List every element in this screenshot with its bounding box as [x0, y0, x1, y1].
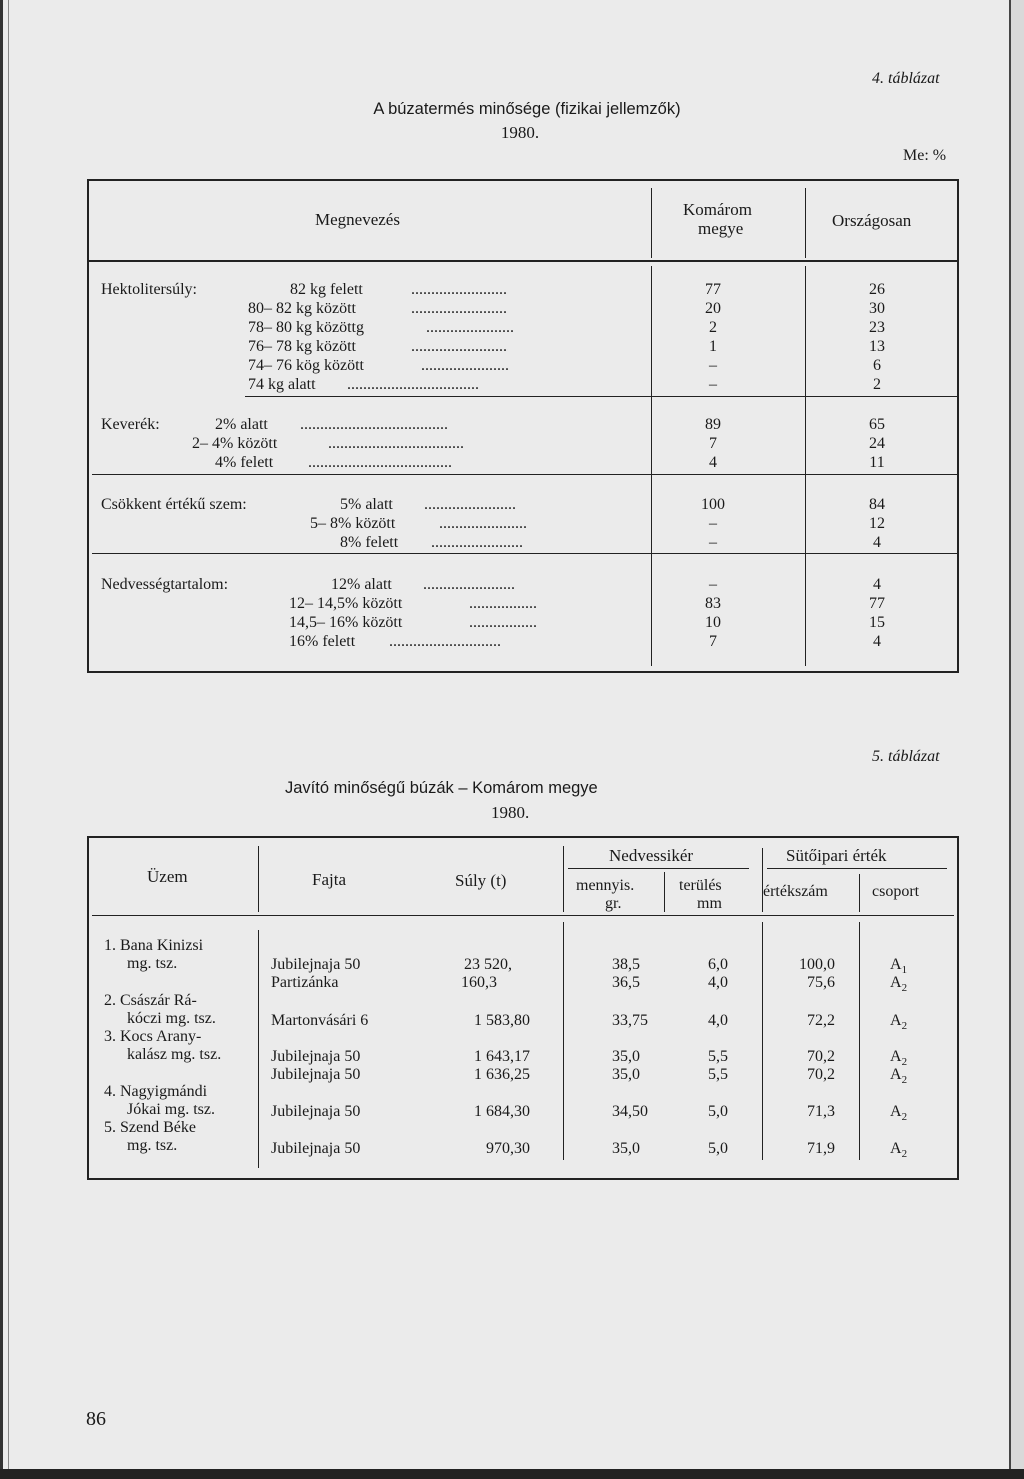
cell-suly: 1 636,25	[474, 1066, 530, 1083]
table5-col-divider	[258, 846, 259, 912]
uzem-line: 4. Nagyigmándi	[104, 1083, 208, 1100]
leader-dots: .......................	[424, 496, 516, 513]
leader-dots: .......................	[423, 576, 515, 593]
cell-komarom: 10	[705, 614, 721, 631]
uzem-line: 5. Szend Béke	[104, 1119, 196, 1136]
cell-suly: 1 583,80	[474, 1012, 530, 1029]
table5-header-ertekszam: értékszám	[763, 883, 828, 900]
table4-header-name: Megnevezés	[315, 210, 400, 229]
cell-komarom: 100	[701, 496, 725, 513]
cell-ertekszam: 72,2	[807, 1012, 835, 1029]
cell-ertekszam: 75,6	[807, 974, 835, 991]
cell-orszagosan: 12	[869, 515, 885, 532]
table4-year: 1980.	[500, 123, 540, 142]
cell-csoport: $A_2$	[890, 1140, 908, 1161]
table5-col-divider	[563, 846, 564, 912]
leader-dots: .......................	[431, 534, 523, 551]
uzem-line: Jókai mg. tsz.	[127, 1101, 215, 1118]
cell-ertekszam: 71,9	[807, 1140, 835, 1157]
uzem-line: kalász mg. tsz.	[127, 1046, 222, 1063]
row-label: 2– 4% között	[192, 435, 278, 452]
cell-orszagosan: 2	[873, 376, 881, 393]
cell-mennyis: 33,75	[612, 1012, 648, 1029]
table4-unit: Me: %	[903, 147, 947, 164]
cell-komarom: –	[709, 376, 717, 393]
table5-col-divider-body	[258, 930, 259, 1168]
cell-fajta: Martonvásári 6	[271, 1012, 369, 1029]
cell-fajta: Partizánka	[271, 974, 339, 991]
cell-komarom: 77	[705, 281, 721, 298]
group-separator	[245, 396, 957, 397]
group-title-nedvesseg: Nedvességtartalom:	[101, 576, 229, 593]
cell-komarom: 83	[705, 595, 721, 612]
leader-dots: ......................	[426, 319, 514, 336]
cell-fajta: Jubilejnaja 50	[271, 956, 361, 973]
cell-fajta: Jubilejnaja 50	[271, 1066, 361, 1083]
table5-col-divider-body	[762, 922, 763, 1160]
cell-terules: 5,0	[708, 1103, 728, 1120]
cell-komarom: 7	[709, 633, 717, 650]
table5-nedvesseg-rule	[568, 868, 749, 869]
cell-csoport: $A_2$	[890, 1048, 908, 1069]
cell-terules: 6,0	[708, 956, 728, 973]
uzem-line: mg. tsz.	[127, 955, 178, 972]
leader-dots: .................	[469, 595, 537, 612]
table5-number: 5. táblázat	[872, 748, 940, 765]
table5-header-fajta: Fajta	[312, 870, 346, 889]
row-label: 74 kg alatt	[248, 376, 316, 393]
leader-dots: ......................	[439, 515, 527, 532]
row-label: 8% felett	[340, 534, 399, 551]
cell-mennyis: 38,5	[612, 956, 640, 973]
cell-terules: 5,0	[708, 1140, 728, 1157]
leader-dots: ....................................	[308, 454, 452, 471]
row-label: 82 kg felett	[290, 281, 363, 298]
table5-year: 1980.	[491, 803, 530, 822]
table4-number: 4. táblázat	[872, 70, 940, 87]
cell-komarom: 7	[709, 435, 717, 452]
page-right-edge	[1010, 0, 1024, 1479]
leader-dots: ........................	[411, 281, 507, 298]
cell-csoport: $A_2$	[890, 1066, 908, 1087]
cell-komarom: –	[709, 534, 717, 551]
cell-komarom: 20	[705, 300, 721, 317]
cell-mennyis: 35,0	[612, 1140, 640, 1157]
uzem-line: 2. Császár Rá-	[104, 992, 197, 1009]
cell-terules: 5,5	[708, 1066, 728, 1083]
table5-top-rule	[87, 836, 959, 838]
cell-komarom: –	[709, 357, 717, 374]
leader-dots: .................................	[347, 376, 479, 393]
cell-orszagosan: 77	[869, 595, 885, 612]
page-left-edge	[0, 0, 3, 1479]
cell-komarom: 2	[709, 319, 717, 336]
table5-bottom-rule	[87, 1178, 959, 1180]
table5-header-uzem: Üzem	[147, 867, 188, 886]
cell-komarom: –	[709, 515, 717, 532]
leader-dots: ........................	[411, 300, 507, 317]
cell-orszagosan: 65	[869, 416, 885, 433]
cell-csoport: $A_2$	[890, 1103, 908, 1124]
row-label: 2% alatt	[215, 416, 268, 433]
table4-bottom-rule	[87, 671, 959, 673]
page-number: 86	[86, 1408, 106, 1430]
cell-suly: 1 684,30	[474, 1103, 530, 1120]
table5-header-suly: Súly (t)	[455, 871, 507, 890]
cell-orszagosan: 4	[873, 534, 881, 551]
leader-dots: ......................	[421, 357, 509, 374]
cell-orszagosan: 23	[869, 319, 885, 336]
table5-header-csoport: csoport	[872, 883, 920, 900]
row-label: 5% alatt	[340, 496, 393, 513]
cell-mennyis: 35,0	[612, 1066, 640, 1083]
cell-ertekszam: 100,0	[799, 956, 835, 973]
cell-suly: 970,30	[486, 1140, 530, 1157]
cell-komarom: 89	[705, 416, 721, 433]
uzem-line: kóczi mg. tsz.	[127, 1010, 216, 1027]
table5-col-divider	[664, 872, 665, 912]
leader-dots: .................	[469, 614, 537, 631]
table4-col-divider-1-body	[651, 266, 652, 666]
row-label: 12– 14,5% között	[289, 595, 403, 612]
cell-suly: 23 520,	[464, 956, 512, 973]
row-label: 12% alatt	[331, 576, 392, 593]
table5-header-terules-2: mm	[697, 895, 722, 912]
cell-mennyis: 36,5	[612, 974, 640, 991]
row-label: 14,5– 16% között	[289, 614, 403, 631]
table5-header-nedvesseg: Nedvessikér	[609, 846, 694, 865]
cell-orszagosan: 24	[869, 435, 885, 452]
cell-orszagosan: 6	[873, 357, 881, 374]
table5-header-sutoipari: Sütőipari érték	[786, 846, 887, 865]
page-bottom-band	[0, 1469, 1024, 1479]
cell-orszagosan: 26	[869, 281, 885, 298]
row-label: 80– 82 kg között	[248, 300, 356, 317]
cell-terules: 4,0	[708, 1012, 728, 1029]
page-left-edge-line	[8, 0, 9, 1479]
row-label: 4% felett	[215, 454, 274, 471]
uzem-line: 1. Bana Kinizsi	[104, 937, 204, 954]
cell-fajta: Jubilejnaja 50	[271, 1048, 361, 1065]
table5-header-mennyis-2: gr.	[605, 895, 622, 912]
cell-csoport: $A_1$	[890, 956, 908, 977]
group-title-hektoliter: Hektolitersúly:	[101, 281, 197, 298]
row-label: 74– 76 kög között	[248, 357, 364, 374]
cell-ertekszam: 71,3	[807, 1103, 835, 1120]
table5-header-rule	[92, 915, 954, 916]
cell-csoport: $A_2$	[890, 1012, 908, 1033]
cell-terules: 5,5	[708, 1048, 728, 1065]
cell-fajta: Jubilejnaja 50	[271, 1140, 361, 1157]
leader-dots: ..................................	[328, 435, 464, 452]
row-label: 76– 78 kg között	[248, 338, 356, 355]
cell-suly: 160,3	[461, 974, 497, 991]
uzem-line: 3. Kocs Arany-	[104, 1028, 202, 1045]
group-separator	[92, 474, 957, 475]
table5-header-mennyis-1: mennyis.	[576, 877, 635, 894]
table4-top-rule	[87, 179, 959, 181]
table5-left-border	[87, 836, 89, 1180]
row-label: 16% felett	[289, 633, 356, 650]
cell-ertekszam: 70,2	[807, 1048, 835, 1065]
cell-orszagosan: 4	[873, 633, 881, 650]
row-label: 5– 8% között	[310, 515, 396, 532]
cell-suly: 1 643,17	[474, 1048, 530, 1065]
group-title-csokkent: Csökkent értékű szem:	[101, 496, 247, 513]
leader-dots: ............................	[389, 633, 501, 650]
leader-dots: ........................	[411, 338, 507, 355]
table4-col-divider-1	[651, 188, 652, 258]
table5-sutoipari-rule	[767, 868, 947, 869]
table4-header-komarom-1: Komárom	[683, 200, 752, 219]
table4-title: A búzatermés minősége (fizikai jellemzők)	[373, 100, 681, 118]
cell-komarom: 1	[709, 338, 717, 355]
cell-ertekszam: 70,2	[807, 1066, 835, 1083]
table5-col-divider	[859, 874, 860, 912]
table4-col-divider-2-body	[805, 266, 806, 666]
page-right-edge-line	[1009, 0, 1011, 1479]
cell-fajta: Jubilejnaja 50	[271, 1103, 361, 1120]
cell-orszagosan: 30	[869, 300, 885, 317]
table4-left-border	[87, 179, 89, 673]
table4-right-border	[957, 179, 959, 673]
table5-header-terules-1: terülés	[679, 877, 722, 894]
cell-komarom: –	[709, 576, 717, 593]
table4-col-divider-2	[805, 188, 806, 258]
cell-mennyis: 35,0	[612, 1048, 640, 1065]
cell-csoport: $A_2$	[890, 974, 908, 995]
table4-header-rule	[87, 260, 959, 262]
uzem-line: mg. tsz.	[127, 1137, 178, 1154]
group-separator	[92, 553, 957, 554]
cell-orszagosan: 11	[869, 454, 885, 471]
cell-komarom: 4	[709, 454, 717, 471]
row-label: 78– 80 kg közöttg	[248, 319, 364, 336]
table5-col-divider	[762, 848, 763, 912]
cell-mennyis: 34,50	[612, 1103, 648, 1120]
group-title-keverek: Keverék:	[101, 416, 160, 433]
table5-col-divider-body	[859, 922, 860, 1160]
table4-header-orszagosan: Országosan	[832, 211, 912, 230]
table5-right-border	[957, 836, 959, 1180]
cell-orszagosan: 15	[869, 614, 885, 631]
cell-terules: 4,0	[708, 974, 728, 991]
table5-title: Javító minőségű búzák – Komárom megye	[285, 779, 598, 797]
leader-dots: .....................................	[300, 416, 448, 433]
table5-col-divider-body	[563, 922, 564, 1160]
table4-header-komarom-2: megye	[698, 219, 744, 238]
cell-orszagosan: 84	[869, 496, 885, 513]
cell-orszagosan: 4	[873, 576, 881, 593]
cell-orszagosan: 13	[869, 338, 885, 355]
